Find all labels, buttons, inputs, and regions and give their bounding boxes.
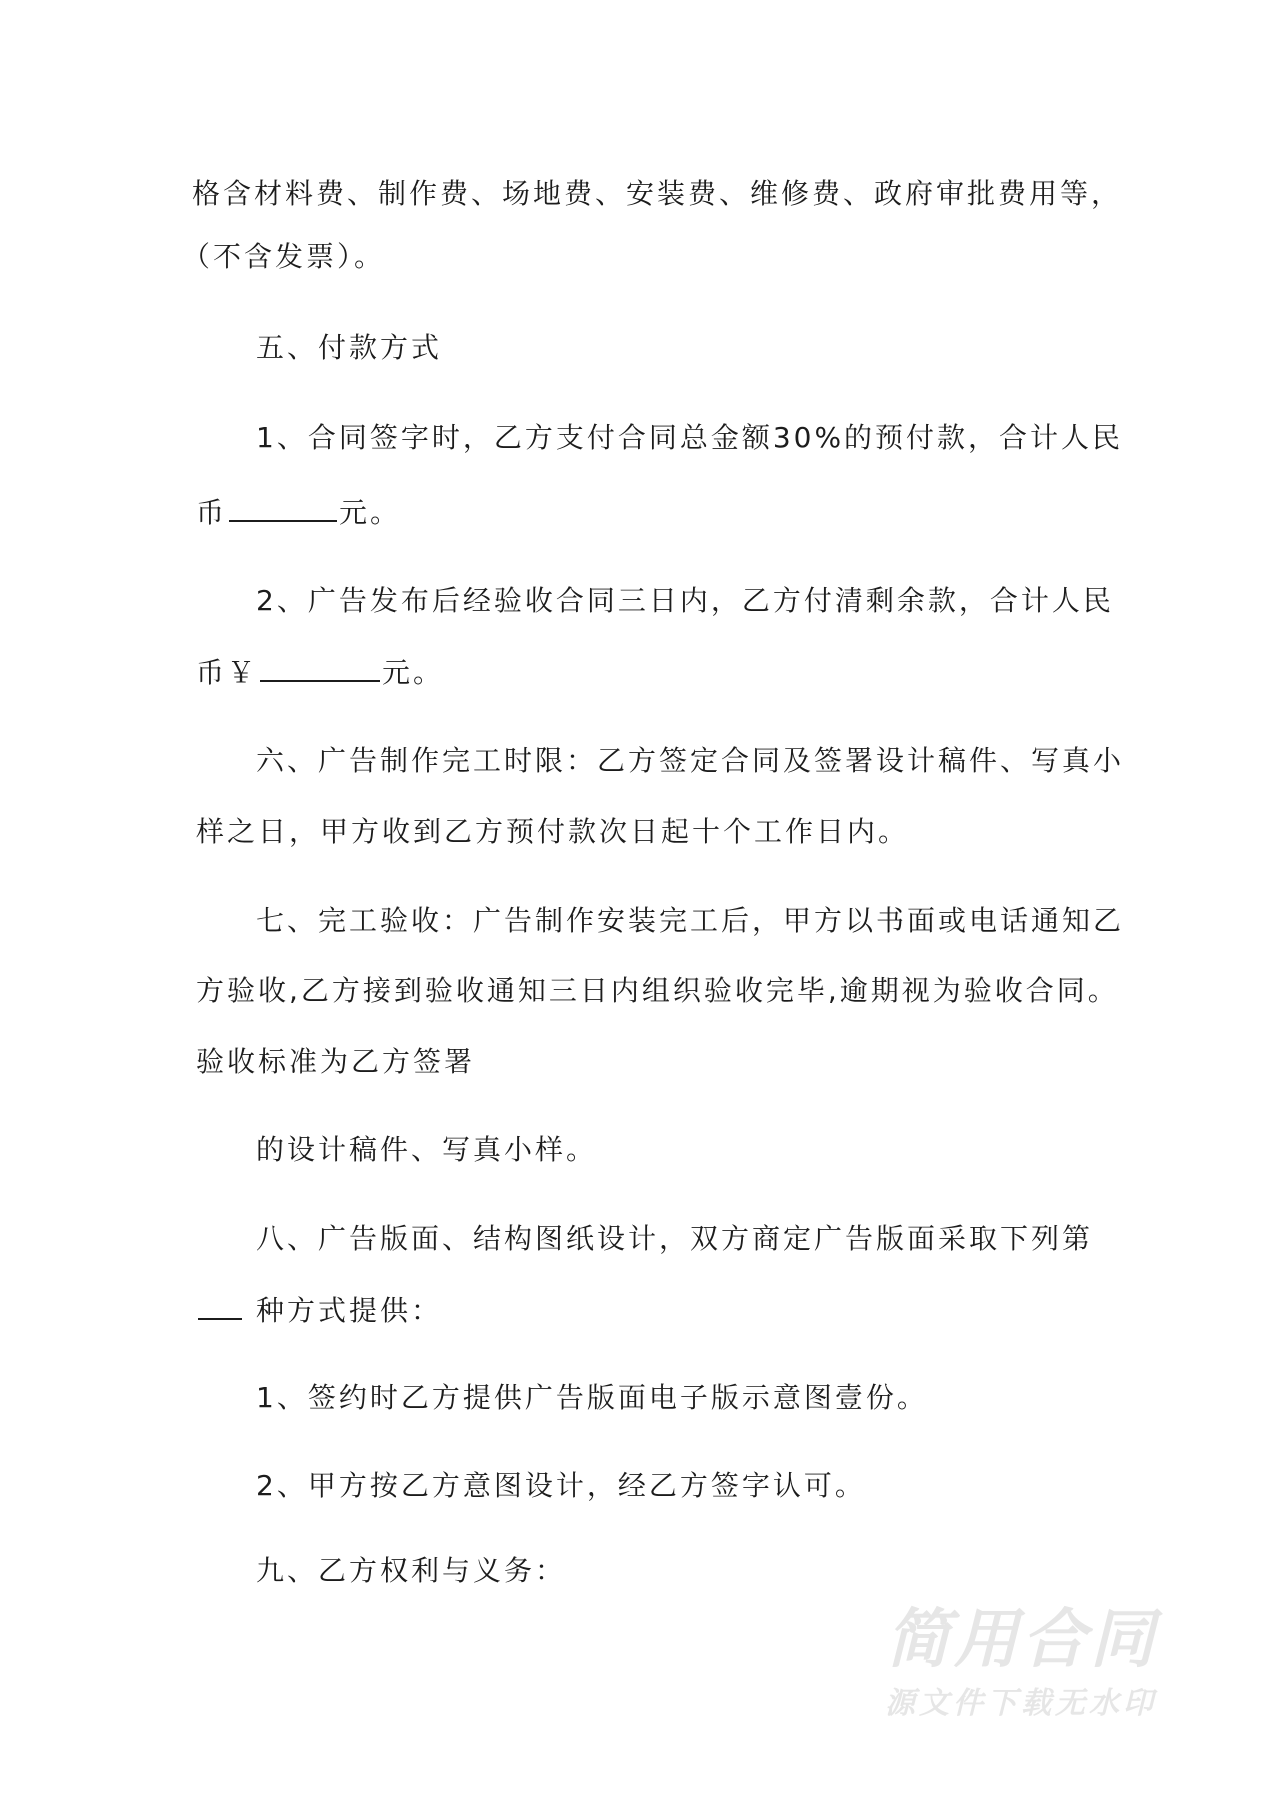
section-heading-payment: 五、付款方式 xyxy=(256,331,443,364)
text-line: 格含材料费、制作费、场地费、安装费、维修费、政府审批费用等， xyxy=(192,177,1123,210)
text-line xyxy=(196,1292,442,1328)
watermark-logo: 简用合同 xyxy=(886,1603,1158,1677)
text-line: 2、甲方按乙方意图设计，经乙方签字认可。 xyxy=(256,1469,866,1502)
text-line: 样之日，甲方收到乙方预付款次日起十个工作日内。 xyxy=(196,815,910,848)
text-fragment: 种方式提供： xyxy=(256,1294,443,1327)
text-line: 的设计稿件、写真小样。 xyxy=(256,1133,598,1166)
text-line xyxy=(196,494,401,530)
watermark-subtitle: 源文件下载无水印 xyxy=(885,1686,1157,1721)
fill-in-blank xyxy=(260,654,380,682)
text-line: 方验收,乙方接到验收通知三日内组织验收完毕,逾期视为验收合同。 xyxy=(196,974,1119,1007)
text-fragment: 币 xyxy=(196,496,228,529)
text-fragment: 币￥ xyxy=(196,656,259,689)
text-line: 2、广告发布后经验收合同三日内，乙方付清剩余款，合计人民 xyxy=(256,584,1114,617)
text-line: 验收标准为乙方签署 xyxy=(196,1045,476,1078)
text-fragment: 元。 xyxy=(339,496,402,529)
section-heading-rights: 九、乙方权利与义务： xyxy=(256,1554,567,1587)
section-heading-deadline: 六、广告制作完工时限：乙方签定合同及签署设计稿件、写真小 xyxy=(256,744,1125,777)
text-line: 1、签约时乙方提供广告版面电子版示意图壹份。 xyxy=(256,1381,928,1414)
text-line: （不含发票）。 xyxy=(182,240,386,273)
text-line: 1、合同签字时，乙方支付合同总金额30%的预付款，合计人民 xyxy=(256,421,1124,454)
fill-in-blank xyxy=(198,1292,242,1320)
section-heading-acceptance: 七、完工验收：广告制作安装完工后，甲方以书面或电话通知乙 xyxy=(256,904,1125,937)
text-line xyxy=(196,654,444,690)
text-fragment: 元。 xyxy=(382,656,445,689)
fill-in-blank xyxy=(229,494,337,522)
section-heading-design: 八、广告版面、结构图纸设计，双方商定广告版面采取下列第 xyxy=(256,1222,1094,1255)
